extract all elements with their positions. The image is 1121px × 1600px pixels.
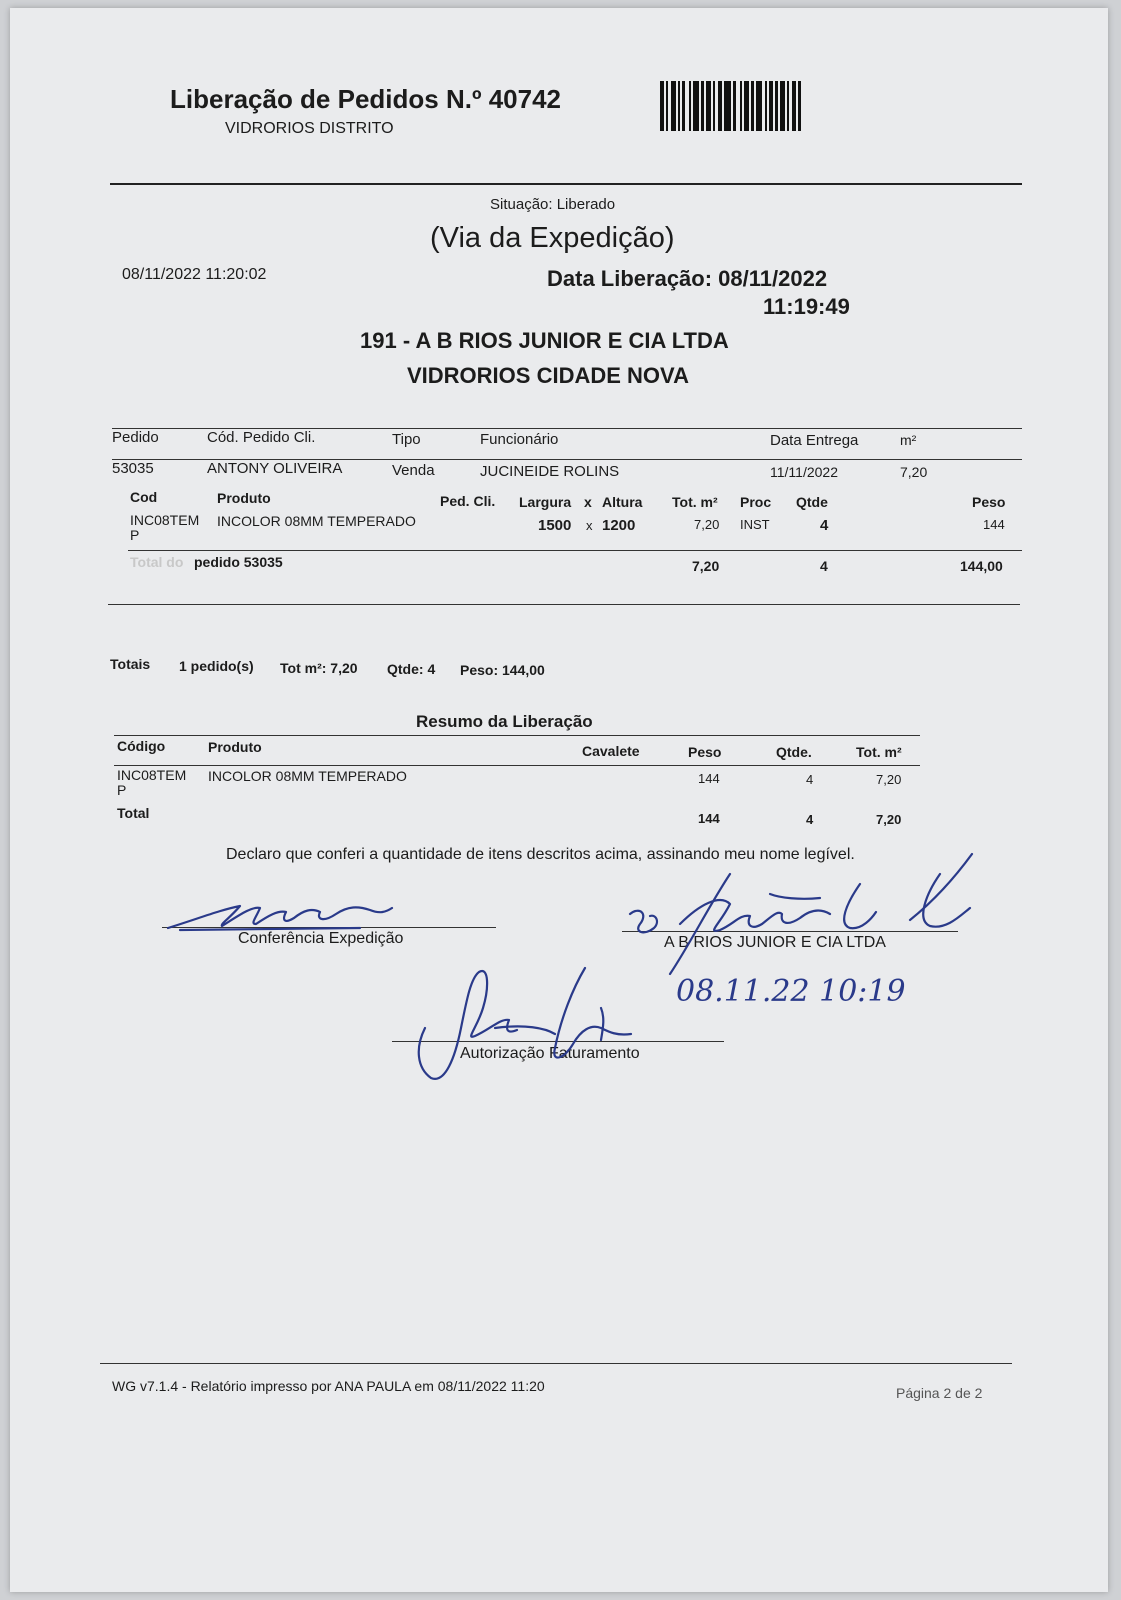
summary-qtde: 4: [806, 772, 814, 787]
data-liberacao: Data Liberação: 08/11/2022: [547, 266, 828, 291]
totals-label: Totais: [110, 656, 151, 672]
footer-divider: [100, 1363, 1012, 1364]
col-m2: m²: [900, 432, 917, 448]
summary-codigo-line1: INC08TEM: [117, 767, 187, 783]
totals-peso: Peso: 144,00: [460, 662, 545, 678]
document-page: [10, 8, 1108, 1592]
declaration-text: Declaro que conferi a quantidade de itens descritos acima, assinando meu nome legível.: [226, 846, 855, 863]
autorizacao-signature: [405, 948, 645, 1088]
item-col-altura: Altura: [602, 494, 643, 510]
item-cod-line2: P: [130, 527, 140, 543]
summary-col-tot-m2: Tot. m²: [856, 744, 902, 760]
footer-printed-by: WG v7.1.4 - Relatório impresso por ANA PAULA em 08/11/2022 11:20: [112, 1378, 545, 1394]
order-data-entrega: 11/11/2022: [770, 464, 838, 480]
via-expedicao: (Via da Expedição): [430, 222, 675, 254]
handwritten-date: 08.11.22 10:19: [676, 974, 906, 1009]
item-proc: INST: [740, 517, 770, 532]
footer-page-number: Página 2 de 2: [896, 1385, 983, 1401]
situacao: Situação: Liberado: [490, 196, 616, 213]
item-cod-line1: INC08TEM: [130, 512, 200, 528]
item-total-line: [128, 550, 1022, 551]
col-tipo: Tipo: [392, 431, 421, 448]
summary-codigo-line2: P: [117, 782, 127, 798]
order-tipo: Venda: [392, 462, 435, 479]
item-qtde: 4: [820, 517, 829, 534]
print-datetime: 08/11/2022 11:20:02: [122, 266, 267, 283]
order-total-qtde: 4: [820, 558, 828, 574]
summary-total-label: Total: [117, 805, 150, 821]
item-col-peso: Peso: [972, 494, 1006, 510]
order-total-peso: 144,00: [960, 558, 1003, 574]
document-title: Liberação de Pedidos N.º 40742: [170, 84, 561, 114]
conferencia-signature: [160, 888, 400, 936]
summary-header-line: [114, 765, 920, 766]
data-liberacao-time: 11:19:49: [763, 294, 850, 319]
item-col-ped-cli: Ped. Cli.: [440, 493, 496, 509]
order-table-bottom-line: [108, 604, 1020, 605]
item-x: x: [586, 518, 593, 533]
totals-pedidos: 1 pedido(s): [179, 658, 254, 674]
col-data-entrega: Data Entrega: [770, 432, 859, 449]
item-largura: 1500: [538, 517, 572, 534]
client-signature: [610, 844, 990, 984]
col-pedido: Pedido: [112, 429, 159, 446]
item-col-produto: Produto: [217, 490, 271, 506]
item-col-largura: Largura: [519, 494, 572, 510]
item-col-qtde: Qtde: [796, 494, 828, 510]
totals-m2: Tot m²: 7,20: [280, 660, 358, 676]
summary-peso: 144: [698, 771, 720, 786]
autorizacao-label: Autorização Faturamento: [460, 1045, 640, 1062]
summary-produto: INCOLOR 08MM TEMPERADO: [208, 768, 407, 784]
item-peso: 144: [983, 517, 1005, 532]
summary-title: Resumo da Liberação: [416, 712, 593, 731]
client-signature-label: A B RIOS JUNIOR E CIA LTDA: [664, 934, 886, 951]
summary-col-cavalete: Cavalete: [582, 743, 640, 759]
order-total-label: pedido 53035: [194, 554, 283, 570]
item-col-proc: Proc: [740, 494, 772, 510]
conferencia-label: Conferência Expedição: [238, 930, 404, 947]
summary-col-peso: Peso: [688, 744, 722, 760]
item-tot-m2: 7,20: [694, 517, 720, 532]
summary-total-qtde: 4: [806, 812, 814, 827]
order-total-m2: 7,20: [692, 558, 720, 574]
totals-qtde: Qtde: 4: [387, 661, 436, 677]
item-col-x: x: [584, 494, 592, 510]
company-name: VIDRORIOS DISTRITO: [225, 120, 394, 137]
order-cod-pedido-cli: ANTONY OLIVEIRA: [207, 460, 343, 477]
barcode: [660, 81, 828, 131]
item-produto: INCOLOR 08MM TEMPERADO: [217, 513, 416, 529]
order-funcionario: JUCINEIDE ROLINS: [480, 463, 620, 480]
summary-tot-m2: 7,20: [876, 772, 902, 787]
summary-col-qtde: Qtde.: [776, 744, 812, 760]
summary-total-peso: 144: [698, 811, 720, 826]
order-m2: 7,20: [900, 464, 928, 480]
item-col-cod: Cod: [130, 489, 158, 505]
summary-top-line: [114, 735, 920, 736]
client-name: 191 - A B RIOS JUNIOR E CIA LTDA: [360, 328, 729, 353]
order-pedido: 53035: [112, 460, 154, 477]
col-funcionario: Funcionário: [480, 431, 559, 448]
col-cod-pedido-cli: Cód. Pedido Cli.: [207, 429, 316, 446]
summary-col-codigo: Código: [117, 738, 166, 754]
branch-name: VIDRORIOS CIDADE NOVA: [407, 363, 689, 388]
summary-total-tot-m2: 7,20: [876, 812, 902, 827]
summary-col-produto: Produto: [208, 739, 262, 755]
item-col-tot-m2: Tot. m²: [672, 494, 718, 510]
header-divider: [110, 183, 1022, 185]
item-altura: 1200: [602, 517, 636, 534]
order-total-label-faded: Total do: [130, 554, 184, 570]
